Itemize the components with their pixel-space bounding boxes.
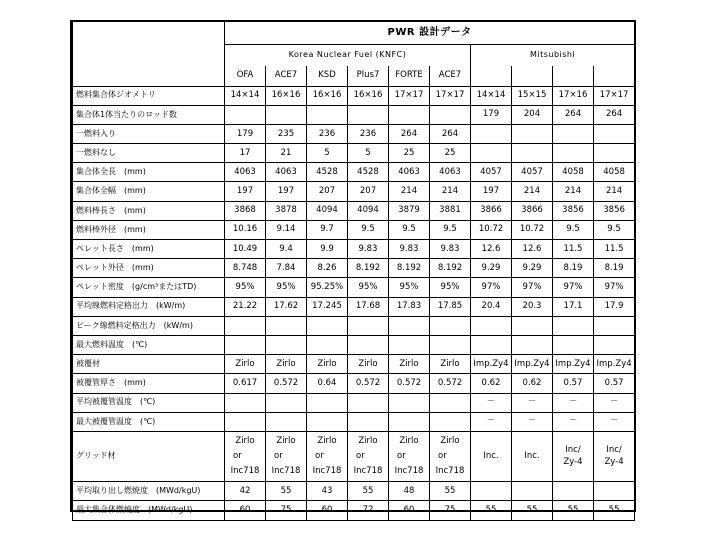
corner-cell [73,44,225,66]
value-cell [512,335,553,354]
value-cell: 14×14 [225,86,266,105]
value-cell [225,335,266,354]
row-label: 燃料棒外径 (mm) [73,220,225,239]
table-row [73,124,635,143]
table-row [73,297,635,316]
grid-material-line: Zirlo [358,435,378,446]
value-cell: 4063 [430,163,471,182]
value-cell: 16×16 [307,86,348,105]
value-cell [225,412,266,431]
grid-material-line: Inc. [483,451,499,462]
value-cell [594,335,635,354]
value-cell: 95% [225,278,266,297]
grid-material-line: or [274,450,283,461]
value-cell [430,412,471,431]
value-cell [430,393,471,412]
row-label: 平均取り出し燃焼度 (MWd/kgU) [73,481,225,501]
value-cell: 55 [594,501,635,521]
value-cell [225,316,266,335]
grid-material-cell [471,431,512,481]
value-cell: 14×14 [471,86,512,105]
value-cell: 95% [266,278,307,297]
value-cell: 179 [471,105,512,124]
design-name-cell: ACE7 [266,66,307,86]
value-cell: 4063 [389,163,430,182]
row-label: 平均線燃料定格出力 (kW/m) [73,297,225,316]
table-row [73,481,635,501]
value-cell: 0.57 [553,374,594,393]
value-cell: 75 [430,501,471,521]
value-cell [512,144,553,163]
design-name-cell: ACE7 [430,66,471,86]
value-cell: 21 [266,144,307,163]
value-cell: － [553,393,594,412]
value-cell: 214 [553,182,594,201]
value-cell: 17.1 [553,297,594,316]
row-label: 最大被覆管温度 (℃) [73,412,225,431]
value-cell [430,105,471,124]
value-cell: 8.192 [430,259,471,278]
grid-material-line: Zirlo [399,435,419,446]
value-cell: Zirlo [225,355,266,374]
value-cell [430,316,471,335]
group-header-mitsubishi: Mitsubishi [471,44,635,66]
grid-material-line: Inc/ [606,445,622,456]
value-cell [348,316,389,335]
value-cell: 9.4 [266,240,307,259]
value-cell: 4057 [471,163,512,182]
table-row [73,240,635,259]
grid-material-line: Inc718 [312,465,342,476]
row-label: 集合体1体当たりのロッド数 [73,105,225,124]
value-cell: 9.29 [471,259,512,278]
value-cell: 95% [389,278,430,297]
value-cell [512,316,553,335]
value-cell: 9.5 [594,220,635,239]
table-row [73,501,635,521]
value-cell: 0.62 [471,374,512,393]
grid-material-line: Inc. [524,451,540,462]
value-cell: 97% [471,278,512,297]
value-cell [266,105,307,124]
value-cell: － [594,393,635,412]
value-cell: 43 [307,481,348,501]
value-cell: 9.5 [553,220,594,239]
value-cell [307,105,348,124]
value-cell [471,124,512,143]
value-cell: 179 [225,124,266,143]
value-cell [430,335,471,354]
value-cell: 3856 [594,201,635,220]
value-cell: 21.22 [225,297,266,316]
value-cell: 17 [225,144,266,163]
value-cell: 25 [389,144,430,163]
value-cell: － [512,393,553,412]
table-row [73,278,635,297]
value-cell: 236 [307,124,348,143]
value-cell: 9.5 [348,220,389,239]
value-cell: 3868 [225,201,266,220]
design-name-cell: FORTE [389,66,430,86]
value-cell: 0.572 [430,374,471,393]
value-cell: 0.64 [307,374,348,393]
value-cell: 17.9 [594,297,635,316]
value-cell: － [512,412,553,431]
design-name-cell: Plus7 [348,66,389,86]
value-cell [471,481,512,501]
value-cell: 235 [266,124,307,143]
value-cell: 9.5 [389,220,430,239]
value-cell: 7.84 [266,259,307,278]
grid-material-line: or [438,450,447,461]
value-cell: 8.19 [553,259,594,278]
value-cell: 5 [307,144,348,163]
value-cell: 17×17 [430,86,471,105]
value-cell: 8.26 [307,259,348,278]
value-cell [512,124,553,143]
design-name-cell: KSD [307,66,348,86]
value-cell: － [553,412,594,431]
value-cell: 97% [594,278,635,297]
value-cell [594,316,635,335]
value-cell [553,481,594,501]
value-cell [307,393,348,412]
value-cell [553,316,594,335]
value-cell: Zirlo [389,355,430,374]
value-cell: 55 [471,501,512,521]
value-cell: 214 [594,182,635,201]
value-cell [389,412,430,431]
value-cell [225,393,266,412]
value-cell: Zirlo [348,355,389,374]
table-row [73,335,635,354]
row-label: ペレット外径 (mm) [73,259,225,278]
grid-material-line: Zirlo [235,435,255,446]
value-cell [389,393,430,412]
grid-material-line: Inc718 [271,465,301,476]
value-cell: 3879 [389,201,430,220]
value-cell: 207 [348,182,389,201]
value-cell: 55 [553,501,594,521]
grid-material-cell [389,431,430,481]
value-cell: 4528 [348,163,389,182]
value-cell [348,105,389,124]
table-row-grid-material [73,431,635,481]
value-cell: 214 [430,182,471,201]
grid-material-line: Inc718 [394,465,424,476]
table-row [73,374,635,393]
grid-material-line: Zy-4 [604,457,624,468]
table-row [73,220,635,239]
row-label: 最大集合体燃焼度 (MWd/kgU) [73,501,225,521]
table-title: PWR 設計データ [225,22,635,44]
value-cell [553,124,594,143]
value-cell: 3866 [471,201,512,220]
value-cell: 97% [553,278,594,297]
design-name-cell [553,66,594,86]
value-cell [471,316,512,335]
row-label: 最大燃料温度 (℃) [73,335,225,354]
value-cell: 8.192 [348,259,389,278]
value-cell: Zirlo [307,355,348,374]
value-cell: 8.748 [225,259,266,278]
value-cell: 97% [512,278,553,297]
grid-material-line: or [233,450,242,461]
value-cell: 4094 [348,201,389,220]
value-cell: Zirlo [430,355,471,374]
grid-material-cell [553,431,594,481]
value-cell: 0.57 [594,374,635,393]
value-cell: Imp.Zy4 [553,355,594,374]
value-cell: 55 [348,481,389,501]
group-header-knfc: Korea Nuclear Fuel (KNFC) [225,44,471,66]
value-cell [389,105,430,124]
value-cell: 10.16 [225,220,266,239]
value-cell: 16×16 [266,86,307,105]
value-cell: 60 [225,501,266,521]
value-cell: 95.25% [307,278,348,297]
value-cell: 9.9 [307,240,348,259]
value-cell: 17.68 [348,297,389,316]
value-cell: 264 [389,124,430,143]
value-cell [389,316,430,335]
value-cell: 0.572 [266,374,307,393]
value-cell: 4058 [553,163,594,182]
value-cell: 16×16 [348,86,389,105]
value-cell: 11.5 [594,240,635,259]
value-cell [348,412,389,431]
grid-material-line: Zy-4 [563,457,583,468]
grid-material-line: or [356,450,365,461]
grid-material-line: Zirlo [276,435,296,446]
value-cell: 8.19 [594,259,635,278]
value-cell: 17.83 [389,297,430,316]
value-cell: 264 [430,124,471,143]
value-cell [471,144,512,163]
value-cell [266,335,307,354]
value-cell: 3856 [553,201,594,220]
value-cell: 4058 [594,163,635,182]
row-label: グリッド材 [73,431,225,481]
corner-cell [73,22,225,44]
value-cell [225,105,266,124]
table-row [73,412,635,431]
value-cell: Zirlo [266,355,307,374]
grid-material-cell [266,431,307,481]
value-cell [553,144,594,163]
value-cell: 214 [512,182,553,201]
value-cell: 3866 [512,201,553,220]
grid-material-line: Inc718 [435,465,465,476]
value-cell [266,393,307,412]
value-cell [553,335,594,354]
row-label: ピーク線燃料定格出力 (kW/m) [73,316,225,335]
value-cell: 197 [471,182,512,201]
value-cell: 4528 [307,163,348,182]
value-cell: 207 [307,182,348,201]
row-label: 被覆管厚さ (mm) [73,374,225,393]
value-cell: 20.3 [512,297,553,316]
value-cell: 60 [389,501,430,521]
design-data-sheet [70,20,636,516]
table-row [73,316,635,335]
row-label: 被覆材 [73,355,225,374]
grid-material-cell [307,431,348,481]
value-cell: 9.29 [512,259,553,278]
value-cell: 4057 [512,163,553,182]
value-cell: 17.245 [307,297,348,316]
value-cell: 25 [430,144,471,163]
table-row [73,182,635,201]
value-cell: 197 [266,182,307,201]
value-cell: 236 [348,124,389,143]
value-cell: 60 [307,501,348,521]
value-cell: 9.83 [389,240,430,259]
value-cell [389,335,430,354]
value-cell: 9.83 [430,240,471,259]
value-cell: 214 [389,182,430,201]
value-cell: Imp.Zy4 [512,355,553,374]
value-cell [266,412,307,431]
table-row [73,259,635,278]
value-cell: 4094 [307,201,348,220]
row-label: 一燃料入り [73,124,225,143]
table-row [73,393,635,412]
value-cell [266,316,307,335]
value-cell: 17.62 [266,297,307,316]
value-cell: 10.72 [512,220,553,239]
row-label: 集合体全長 (mm) [73,163,225,182]
value-cell: 11.5 [553,240,594,259]
value-cell: 197 [225,182,266,201]
row-label: ペレット長さ (mm) [73,240,225,259]
table-row [73,105,635,124]
pwr-design-table [72,22,635,521]
value-cell [348,393,389,412]
value-cell: 0.572 [348,374,389,393]
value-cell: 20.4 [471,297,512,316]
row-label: 燃料棒長さ (mm) [73,201,225,220]
value-cell: 10.72 [471,220,512,239]
value-cell [512,481,553,501]
value-cell: 9.5 [430,220,471,239]
value-cell: 4063 [225,163,266,182]
value-cell: － [471,393,512,412]
table-row [73,163,635,182]
value-cell: 9.14 [266,220,307,239]
value-cell: 55 [512,501,553,521]
value-cell: 17×16 [553,86,594,105]
design-name-cell [512,66,553,86]
value-cell: 264 [594,105,635,124]
grid-material-line: Inc/ [565,445,581,456]
value-cell: － [471,412,512,431]
grid-material-cell [348,431,389,481]
value-cell [307,335,348,354]
value-cell: 4063 [266,163,307,182]
value-cell: 0.617 [225,374,266,393]
value-cell: 3878 [266,201,307,220]
grid-material-line: Zirlo [317,435,337,446]
value-cell: 0.572 [389,374,430,393]
value-cell [594,481,635,501]
value-cell: 9.83 [348,240,389,259]
value-cell: 5 [348,144,389,163]
grid-material-cell [225,431,266,481]
design-name-cell [471,66,512,86]
grid-material-line: Inc718 [230,465,260,476]
row-label: ペレット密度 (g/cm³またはTD) [73,278,225,297]
value-cell [307,316,348,335]
value-cell: 9.7 [307,220,348,239]
value-cell [594,144,635,163]
value-cell: 264 [553,105,594,124]
table-row [73,144,635,163]
value-cell: 17×17 [594,86,635,105]
row-label: 集合体全幅 (mm) [73,182,225,201]
value-cell: Imp.Zy4 [471,355,512,374]
value-cell: 12.6 [512,240,553,259]
value-cell: 0.62 [512,374,553,393]
value-cell: 17×17 [389,86,430,105]
table-row [73,201,635,220]
grid-material-line: or [397,450,406,461]
value-cell: － [594,412,635,431]
value-cell [594,124,635,143]
value-cell: 12.6 [471,240,512,259]
grid-material-line: Inc718 [353,465,383,476]
value-cell: 72 [348,501,389,521]
value-cell: 75 [266,501,307,521]
value-cell: 3881 [430,201,471,220]
value-cell: 95% [348,278,389,297]
design-name-cell [594,66,635,86]
value-cell: 55 [430,481,471,501]
value-cell: 15×15 [512,86,553,105]
value-cell [471,335,512,354]
row-label: 燃料集合体ジオメトリ [73,86,225,105]
value-cell: 8.192 [389,259,430,278]
value-cell: 48 [389,481,430,501]
value-cell: 95% [430,278,471,297]
value-cell: 204 [512,105,553,124]
corner-cell [73,66,225,86]
grid-material-cell [512,431,553,481]
value-cell: 42 [225,481,266,501]
row-label: 平均被覆管温度 (℃) [73,393,225,412]
grid-material-cell [594,431,635,481]
grid-material-cell [430,431,471,481]
value-cell: 55 [266,481,307,501]
value-cell [307,412,348,431]
table-row [73,355,635,374]
row-label: 一燃料なし [73,144,225,163]
value-cell [348,335,389,354]
design-name-cell: OFA [225,66,266,86]
value-cell: 10.49 [225,240,266,259]
value-cell: Imp.Zy4 [594,355,635,374]
table-row [73,86,635,105]
grid-material-line: Zirlo [440,435,460,446]
value-cell: 17.85 [430,297,471,316]
grid-material-line: or [315,450,324,461]
